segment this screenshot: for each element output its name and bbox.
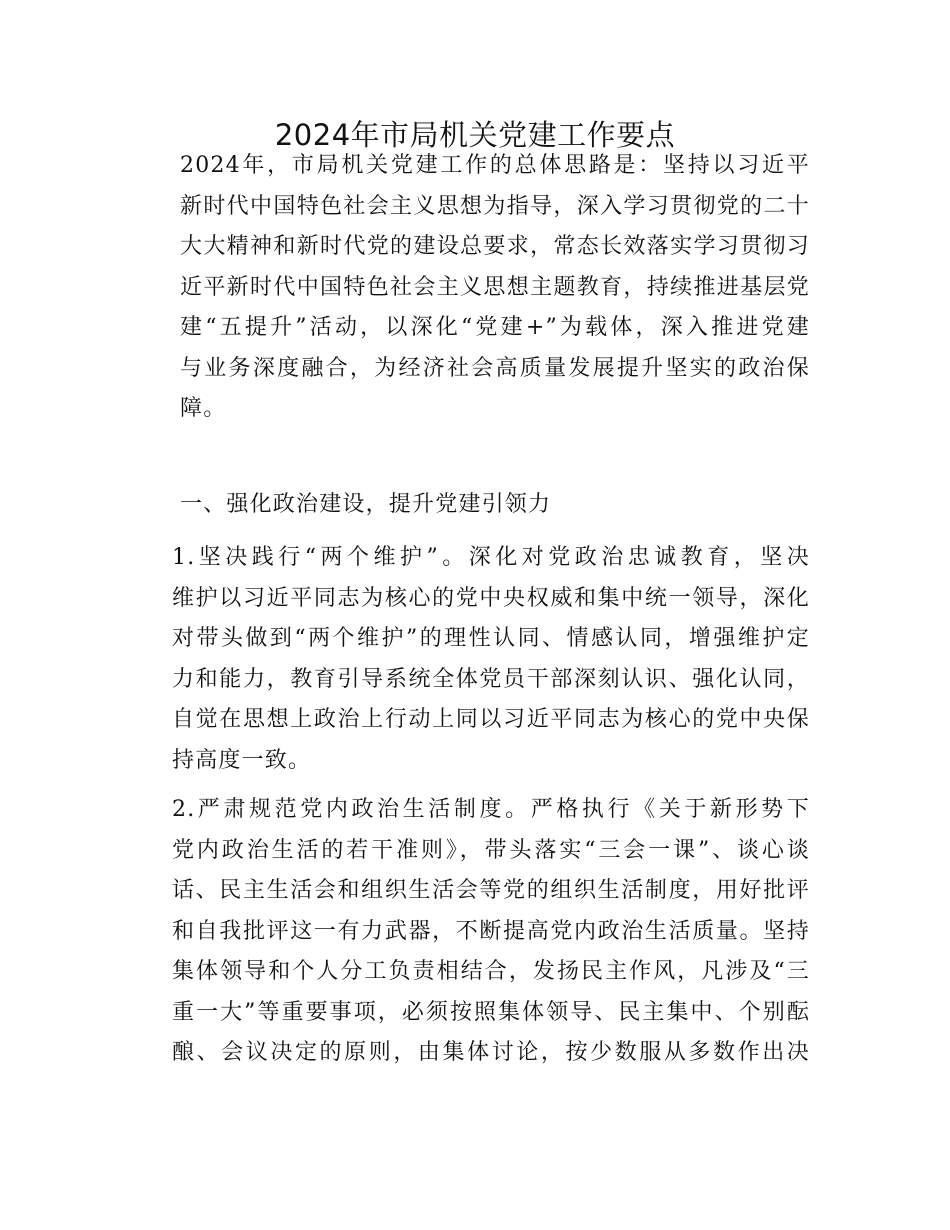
intro-paragraph xyxy=(144,146,810,430)
item-2-line: 集体领导和个人分工负责相结合，发扬民主作风，凡涉及“三 xyxy=(172,959,810,984)
item-2-line: 酿、会议决定的原则，由集体讨论，按少数服从多数作出决 xyxy=(172,1040,810,1065)
intro-line: 近平新时代中国特色社会主义思想主题教育，持续推进基层党 xyxy=(180,274,810,300)
item-2-line: 2.严肃规范党内政治生活制度。严格执行《关于新形势下 xyxy=(172,797,810,822)
item-1-line: 自觉在思想上政治上行动上同以习近平同志为核心的党中央保 xyxy=(172,707,810,732)
intro-line: 障。 xyxy=(180,396,227,421)
item-1-line: 力和能力，教育引导系统全体党员干部深刻认识、强化认同， xyxy=(172,666,810,692)
section-heading-text: 一、强化政治建设，提升党建引领力 xyxy=(180,492,552,517)
section-heading xyxy=(144,485,810,526)
intro-line: 大大精神和新时代党的建设总要求，常态长效落实学习贯彻习 xyxy=(180,234,810,259)
item-2-paragraph xyxy=(144,790,810,1074)
intro-line: 新时代中国特色社会主义思想为指导，深入学习贯彻党的二十 xyxy=(180,193,810,219)
intro-line: 与业务深度融合，为经济社会高质量发展提升坚实的政治保 xyxy=(180,355,810,381)
intro-line: 2024年，市局机关党建工作的总体思路是：坚持以习近平 xyxy=(180,153,810,178)
item-1-line: 持高度一致。 xyxy=(172,747,312,773)
item-1-line: 对带头做到“两个维护”的理性认同、情感认同，增强维护定 xyxy=(172,626,810,651)
item-2-line: 话、民主生活会和组织生活会等党的组织生活制度，用好批评 xyxy=(172,878,810,903)
item-1-line: 1.坚决践行“两个维护”。深化对党政治忠诚教育，坚决 xyxy=(172,545,810,570)
item-1-line: 维护以习近平同志为核心的党中央权威和集中统一领导，深化 xyxy=(172,585,810,611)
item-2-line: 党内政治生活的若干准则》，带头落实“三会一课”、谈心谈 xyxy=(172,837,810,863)
item-2-line: 和自我批评这一有力武器，不断提高党内政治生活质量。坚持 xyxy=(172,918,810,944)
document-title: 2024年市局机关党建工作要点 xyxy=(274,118,676,152)
item-2-line: 重一大”等重要事项，必须按照集体领导、民主集中、个别酝 xyxy=(172,999,810,1025)
item-1-paragraph xyxy=(144,538,810,781)
intro-line: 建“五提升”活动，以深化“党建+”为载体，深入推进党建 xyxy=(180,315,810,340)
